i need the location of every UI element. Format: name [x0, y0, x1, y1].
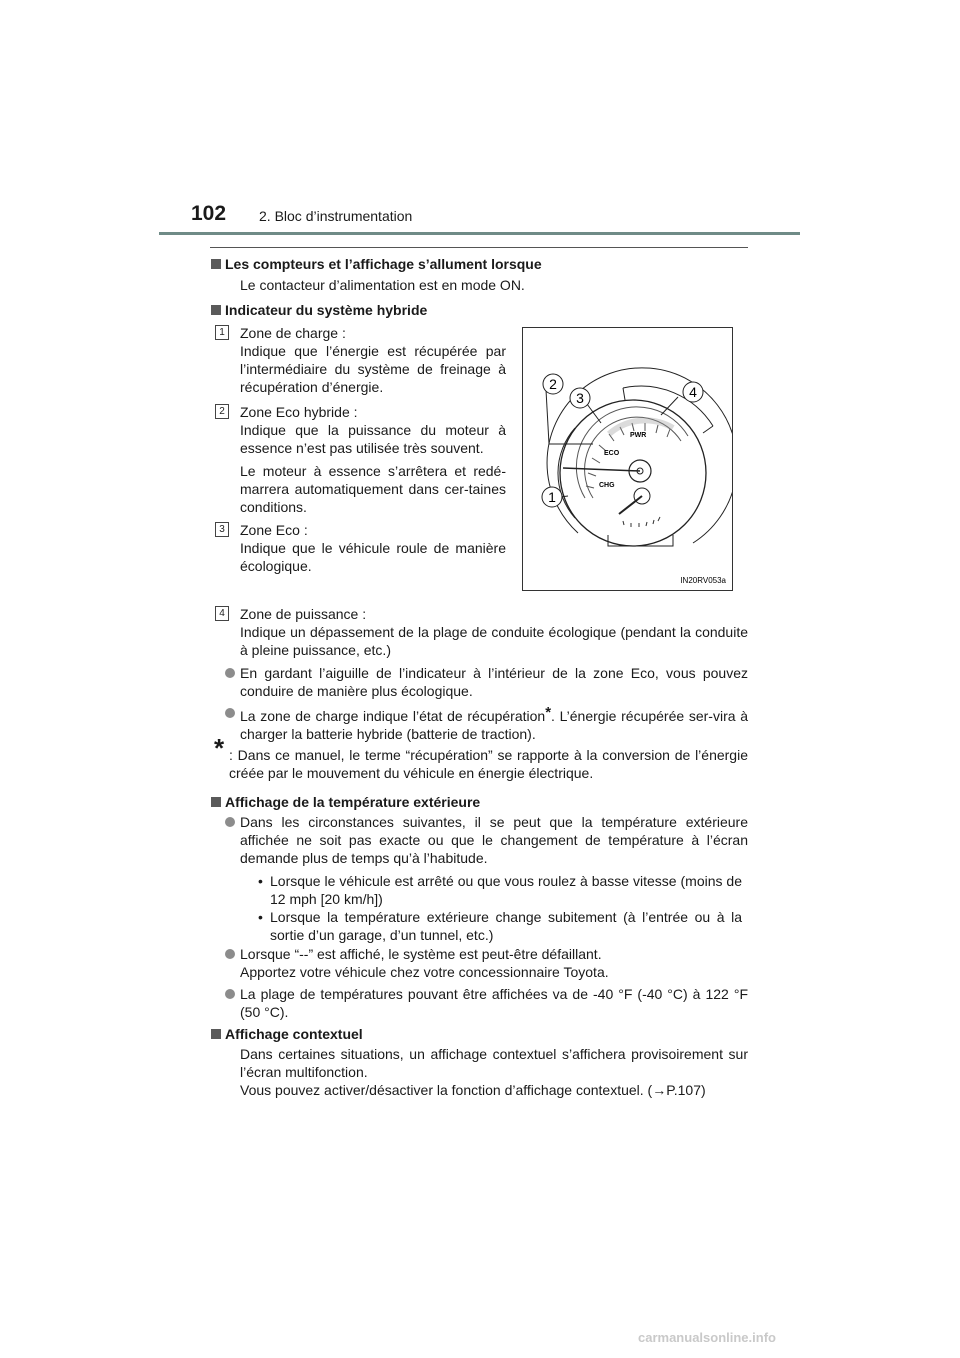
sub-bullet-marker: •	[258, 909, 263, 925]
hybrid-indicator-figure	[522, 327, 733, 591]
pwr-zone-label: PWR	[630, 432, 647, 439]
counters-heading: Les compteurs et l’affichage s’allument lorsque	[225, 256, 542, 272]
header-rule	[159, 232, 800, 235]
bullet-dot	[225, 817, 235, 827]
section-marker	[211, 797, 221, 807]
counters-text: Le contacteur d’alimentation est en mode ON.	[240, 277, 525, 293]
item-3-title: Zone Eco :	[240, 522, 308, 538]
callout-number-4: 4	[215, 606, 229, 621]
charge-zone-note-part2: . L’énergie récupérée ser-vira à charger la batterie hybride (batterie de traction).	[240, 708, 748, 742]
contextual-text-2: Vous pouvez activer/désactiver la fonction d’affichage contextuel. (→P.107)	[240, 1082, 706, 1098]
charge-zone-note	[240, 704, 748, 743]
outside-temp-sub-1: Lorsque le véhicule est arrêté ou que vous roulez à basse vitesse (moins de 12 mph [20 km/h])	[270, 873, 742, 907]
figure-code: IN20RV053a	[680, 576, 726, 585]
footnote-star-marker: *	[214, 733, 225, 763]
eco-zone-label: ECO	[604, 450, 620, 457]
bullet-dot	[225, 708, 235, 718]
chg-zone-label: CHG	[599, 482, 615, 489]
item-3-text: Indique que le véhicule roule de manière écologique.	[240, 540, 506, 574]
content-rule	[210, 247, 748, 248]
hybrid-heading: Indicateur du système hybride	[225, 302, 428, 318]
item-1-title: Zone de charge :	[240, 325, 346, 341]
bullet-dot	[225, 949, 235, 959]
contextual-heading: Affichage contextuel	[225, 1026, 363, 1042]
bullet-dot	[225, 668, 235, 678]
footnote-star: *	[545, 704, 552, 721]
item-1-text: Indique que l’énergie est récupérée par l’intermédiaire du système de freinage à récupération d’énergie.	[240, 343, 506, 395]
sub-bullet-marker: •	[258, 873, 263, 889]
outside-temp-bullet-2a: Lorsque “--” est affiché, le système est peut-être défaillant.	[240, 946, 602, 962]
charge-zone-note-part1: La zone de charge indique l’état de récupération	[240, 708, 546, 724]
item-2-extra: Le moteur à essence s’arrêtera et redé-marrera automatiquement dans cer-taines conditions.	[240, 463, 506, 515]
section-marker	[211, 1029, 221, 1039]
contextual-text-1: Dans certaines situations, un affichage contextuel s’affichera provisoirement sur l’écran multifonction.	[240, 1046, 748, 1080]
bullet-dot	[225, 989, 235, 999]
section-marker	[211, 259, 221, 269]
item-2-text: Indique que la puissance du moteur à essence n’est pas utilisée très souvent.	[240, 422, 506, 456]
callout-label-1: 1	[548, 489, 556, 505]
outside-temp-bullet-2b: Apportez votre véhicule chez votre concessionnaire Toyota.	[240, 964, 609, 980]
page-number: 102	[191, 202, 227, 225]
item-2-title: Zone Eco hybride :	[240, 404, 358, 420]
callout-number-3: 3	[215, 522, 229, 537]
watermark: carmanualsonline.info	[638, 1330, 776, 1345]
callout-label-3: 3	[576, 390, 584, 406]
section-marker	[211, 305, 221, 315]
outside-temp-heading: Affichage de la température extérieure	[225, 794, 481, 810]
callout-label-2: 2	[549, 376, 557, 392]
footnote-text: : Dans ce manuel, le terme “récupération” se rapporte à la conversion de l’énergie créée par le mouvement du véhicule en énergie électrique.	[229, 747, 748, 781]
eco-zone-tip: En gardant l’aiguille de l’indicateur à l’intérieur de la zone Eco, vous pouvez conduire de manière plus écologique.	[240, 665, 748, 699]
section-title: 2. Bloc d’instrumentation	[259, 208, 413, 224]
callout-number-2: 2	[215, 404, 229, 419]
outside-temp-sub-2: Lorsque la température extérieure change subitement (à l’entrée ou à la sortie d’un garage, d’un tunnel, etc.)	[270, 909, 742, 943]
item-4-text: Indique un dépassement de la plage de conduite écologique (pendant la conduite à pleine puissance, etc.)	[240, 624, 748, 658]
outside-temp-bullet-1: Dans les circonstances suivantes, il se peut que la température extérieure affichée ne soit pas exacte ou que le changement de température à l’écran demande plus de temps qu’à l’habitude.	[240, 814, 748, 866]
item-4-title: Zone de puissance :	[240, 606, 367, 622]
gauge-illustration	[523, 328, 732, 590]
callout-number-1: 1	[215, 325, 229, 340]
outside-temp-bullet-3: La plage de températures pouvant être affichées va de -40 °F (-40 °C) à 122 °F (50 °C).	[240, 986, 748, 1020]
callout-label-4: 4	[689, 384, 697, 400]
